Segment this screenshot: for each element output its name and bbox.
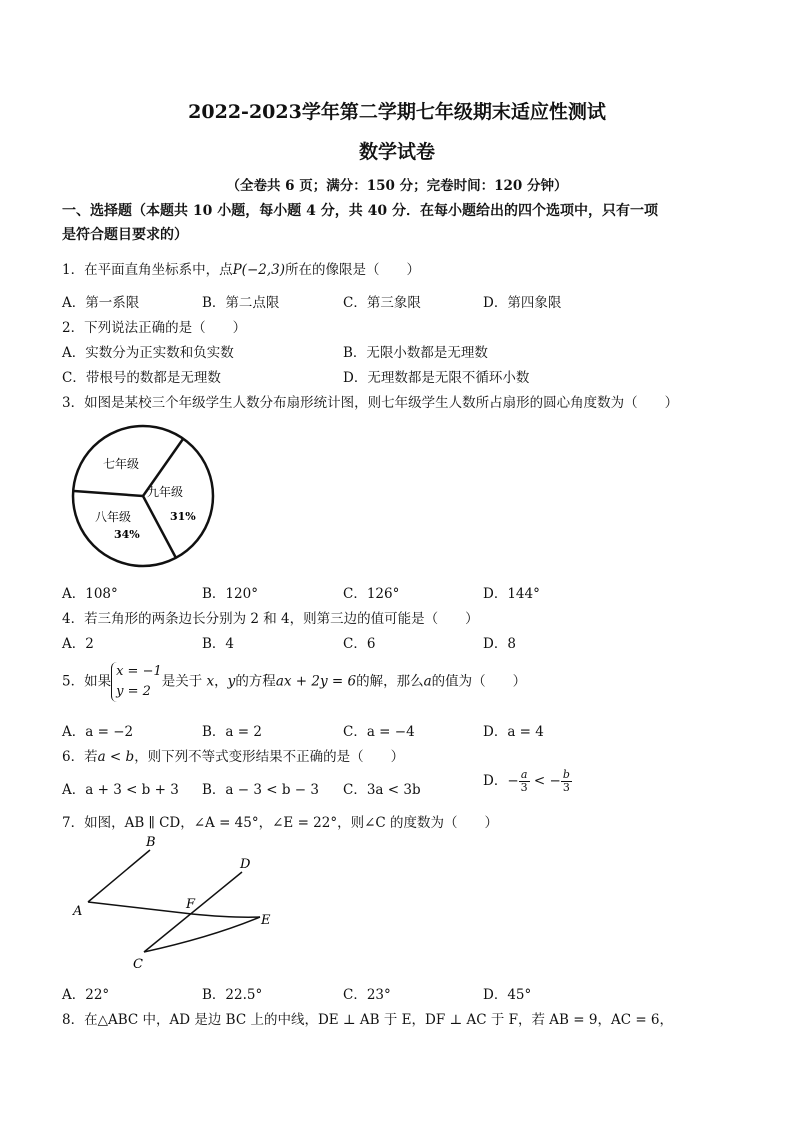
q1-point: P(−2,3) [232, 262, 285, 278]
q5-system [111, 662, 162, 702]
q3-option-c: C．126° [343, 586, 400, 602]
label-c: C [133, 957, 143, 972]
label-e: E [261, 913, 271, 928]
q1-option-b: B．第二点限 [202, 295, 280, 311]
label-a: A [73, 904, 83, 919]
question-5 [62, 662, 526, 702]
question-4: 4．若三角形的两条边长分别为 2 和 4，则第三边的值可能是（ ） [62, 611, 479, 627]
q2-option-d: D．无理数都是无限不循环小数 [343, 370, 530, 386]
q2-option-b: B．无限小数都是无理数 [343, 345, 488, 361]
pie-value-grade9: 31% [170, 510, 196, 523]
q5-mid2: 的方程 [235, 673, 276, 690]
question-7: 7．如图，AB ∥ CD，∠A = 45°，∠E = 22°，则∠C 的度数为（ ） [62, 815, 499, 831]
question-1 [62, 258, 420, 278]
label-b: B [146, 835, 156, 850]
pie-label-grade9: 九年级 [147, 485, 184, 499]
q1-post: 所在的像限是（ ） [285, 262, 420, 278]
question-2: 2．下列说法正确的是（ ） [62, 320, 247, 336]
section-heading-cont: 是符合题目要求的） [62, 227, 188, 243]
question-3: 3．如图是某校三个年级学生人数分布扇形统计图，则七年级学生人数所占扇形的圆心角度数为（ ） [62, 395, 679, 411]
q1-pre: 1．在平面直角坐标系中，点 [62, 262, 233, 278]
q5-var-y: y [227, 673, 236, 690]
q6-d-prefix: D．− [483, 773, 519, 789]
q5-option-c: C．a = −4 [343, 724, 415, 740]
q1-option-c: C．第三象限 [343, 295, 421, 311]
q7-option-d: D．45° [483, 987, 532, 1003]
q7-option-a: A．22° [62, 987, 110, 1003]
q6-post: ，则下列不等式变形结果不正确的是（ ） [134, 749, 405, 765]
label-f: F [186, 897, 196, 912]
q5-sys-line2: y = 2 [116, 684, 151, 699]
question-6 [62, 745, 404, 765]
question-8: 8．在△ABC 中，AD 是边 BC 上的中线，DE ⊥ AB 于 E，DF ⊥ AC 于 F，若 AB = 9，AC = 6， [62, 1012, 674, 1028]
pie-label-grade8: 八年级 [95, 510, 132, 524]
q3-option-d: D．144° [483, 586, 540, 602]
exam-title: 2022-2023学年第二学期七年级期末适应性测试 [188, 101, 606, 123]
q2-option-a: A．实数分为正实数和负实数 [62, 345, 234, 361]
q5-mid1: 是关于 [161, 673, 203, 690]
section-heading: 一、选择题（本题共 10 小题，每小题 4 分，共 40 分．在每小题给出的四个选项中，只有一项 [62, 203, 658, 219]
segment-ab [88, 850, 150, 902]
q5-sys-line1: x = −1 [116, 664, 162, 679]
q5-option-b: B．a = 2 [202, 724, 262, 740]
q6-option-d [483, 769, 572, 794]
q6-condition: a < b [97, 749, 135, 765]
q6-option-b: B．a − 3 < b − 3 [202, 782, 319, 798]
q7-option-c: C．23° [343, 987, 391, 1003]
q4-option-d: D．8 [483, 636, 516, 652]
q6-d-mid: < − [529, 773, 561, 789]
q5-pre: 5．如果 [62, 673, 112, 690]
q5-var-a: a [423, 673, 432, 690]
q5-comma: ， [214, 673, 228, 690]
q7-option-b: B．22.5° [202, 987, 263, 1003]
q6-d-num1: a [520, 768, 528, 781]
q6-d-den2: 3 [562, 781, 570, 794]
q4-option-b: B．4 [202, 636, 235, 652]
q6-d-frac2 [561, 769, 572, 794]
q5-mid3: 的解，那么 [356, 673, 424, 690]
exam-info: （全卷共 6 页；满分：150 分；完卷时间：120 分钟） [226, 178, 568, 194]
pie-value-grade8: 34% [114, 528, 140, 541]
q1-option-a: A．第一系限 [62, 295, 140, 311]
q6-option-c: C．3a < 3b [343, 782, 421, 798]
label-d: D [240, 857, 251, 872]
exam-subtitle: 数学试卷 [358, 141, 435, 163]
q6-pre: 6．若 [62, 749, 98, 765]
q3-option-a: A．108° [62, 586, 118, 602]
q5-equation: ax + 2y = 6 [275, 673, 357, 690]
q5-option-d: D．a = 4 [483, 724, 544, 740]
q5-var-x: x [206, 673, 215, 690]
segment-ce [144, 917, 260, 952]
pie-label-grade7: 七年级 [103, 457, 140, 471]
q3-option-b: B．120° [202, 586, 258, 602]
q5-option-a: A．a = −2 [62, 724, 134, 740]
q3-pie-chart [62, 422, 222, 570]
q6-d-den1: 3 [520, 781, 528, 794]
q4-option-a: A．2 [62, 636, 94, 652]
pie-divider-bottom [143, 496, 176, 558]
q2-option-c: C．带根号的数都是无理数 [62, 370, 221, 386]
pie-divider-left [74, 491, 143, 496]
q5-post: 的值为（ ） [431, 673, 527, 690]
q6-d-num2: b [562, 768, 570, 781]
q6-d-frac1 [519, 769, 530, 794]
q7-geometry-figure [62, 832, 292, 977]
q6-option-a: A．a + 3 < b + 3 [62, 782, 179, 798]
q1-option-d: D．第四象限 [483, 295, 562, 311]
segment-ae [88, 902, 260, 917]
q4-option-c: C．6 [343, 636, 376, 652]
